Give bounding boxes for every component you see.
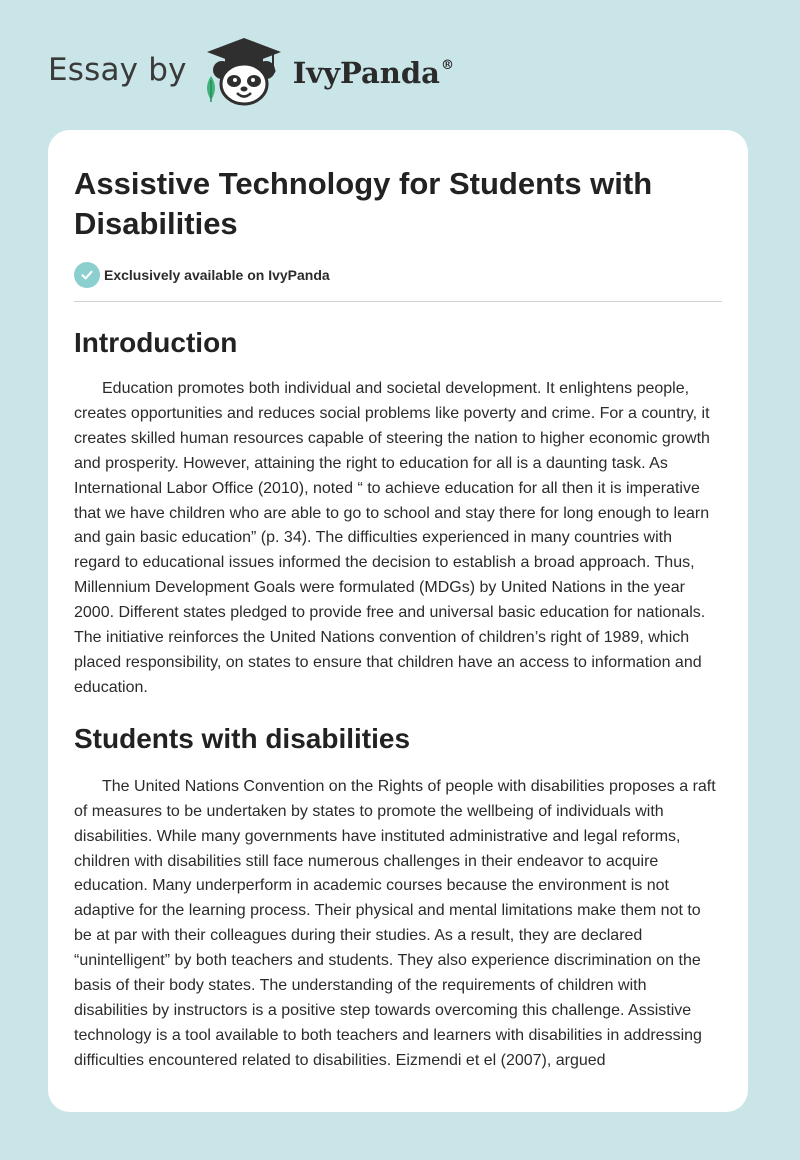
- section-heading-students-with-disabilities: Students with disabilities: [74, 722, 411, 754]
- brand-prefix: Essay by: [48, 52, 187, 88]
- exclusive-badge: [74, 262, 722, 288]
- section-heading-introduction: Introduction: [74, 327, 238, 358]
- section-paragraph-introduction: Education promotes both individual and societal development. It enlightens people, creates opportunities and reduces social problems like poverty and crime. For a country, it creates skilled human resources capable of steering the nation to higher economic growth and prosperity. However, attaining the right to education for all is a daunting task. As International Labor Office (2010), noted “ to achieve education for all then it is imperative that we have children who are able to go to school and stay there for long enough to learn and gain basic education” (p. 34). The difficulties experienced in many countries with regard to educational issues informed the decision to establish a broad approach. Thus, Millennium Development Goals were formulated (MDGs) by United Nations in the year 2000. Different states pledged to provide free and universal basic education for nationals. The initiative reinforces the United Nations convention of children’s right of 1989, which placed responsibility, on states to ensure that children have an access to information and education.: [74, 380, 710, 696]
- essay-card: [48, 130, 748, 1112]
- check-icon: [74, 262, 100, 288]
- divider: [74, 301, 722, 302]
- essay-title: Assistive Technology for Students with Disabilities: [74, 166, 653, 241]
- section-paragraph-students-with-disabilities: The United Nations Convention on the Rights of people with disabilities proposes a raft of measures to be undertaken by states to promote the wellbeing of individuals with disabilities. While many governments have instituted administrative and legal reforms, children with disabilities still face numerous challenges in their endeavor to acquire education. Many underperform in academic courses because the environment is not adaptive for the learning process. Their physical and mental limitations make them not to be at par with their colleagues during their studies. As a result, they are declared “unintelligent” by both teachers and students. They also experience discrimination on the basis of their body states. The understanding of the requirements of children with disabilities by instructors is a positive step towards overcoming this challenge. Assistive technology is a tool available to both teachers and learners with disabilities in addressing difficulties encountered related to disabilities. Eizmendi et el (2007), argued: [74, 777, 716, 1069]
- site-header: [48, 36, 454, 108]
- brand-name[interactable]: IvyPanda®: [292, 56, 454, 90]
- panda-graduate-logo-icon[interactable]: [201, 36, 287, 108]
- exclusive-badge-label: Exclusively available on IvyPanda: [104, 267, 330, 283]
